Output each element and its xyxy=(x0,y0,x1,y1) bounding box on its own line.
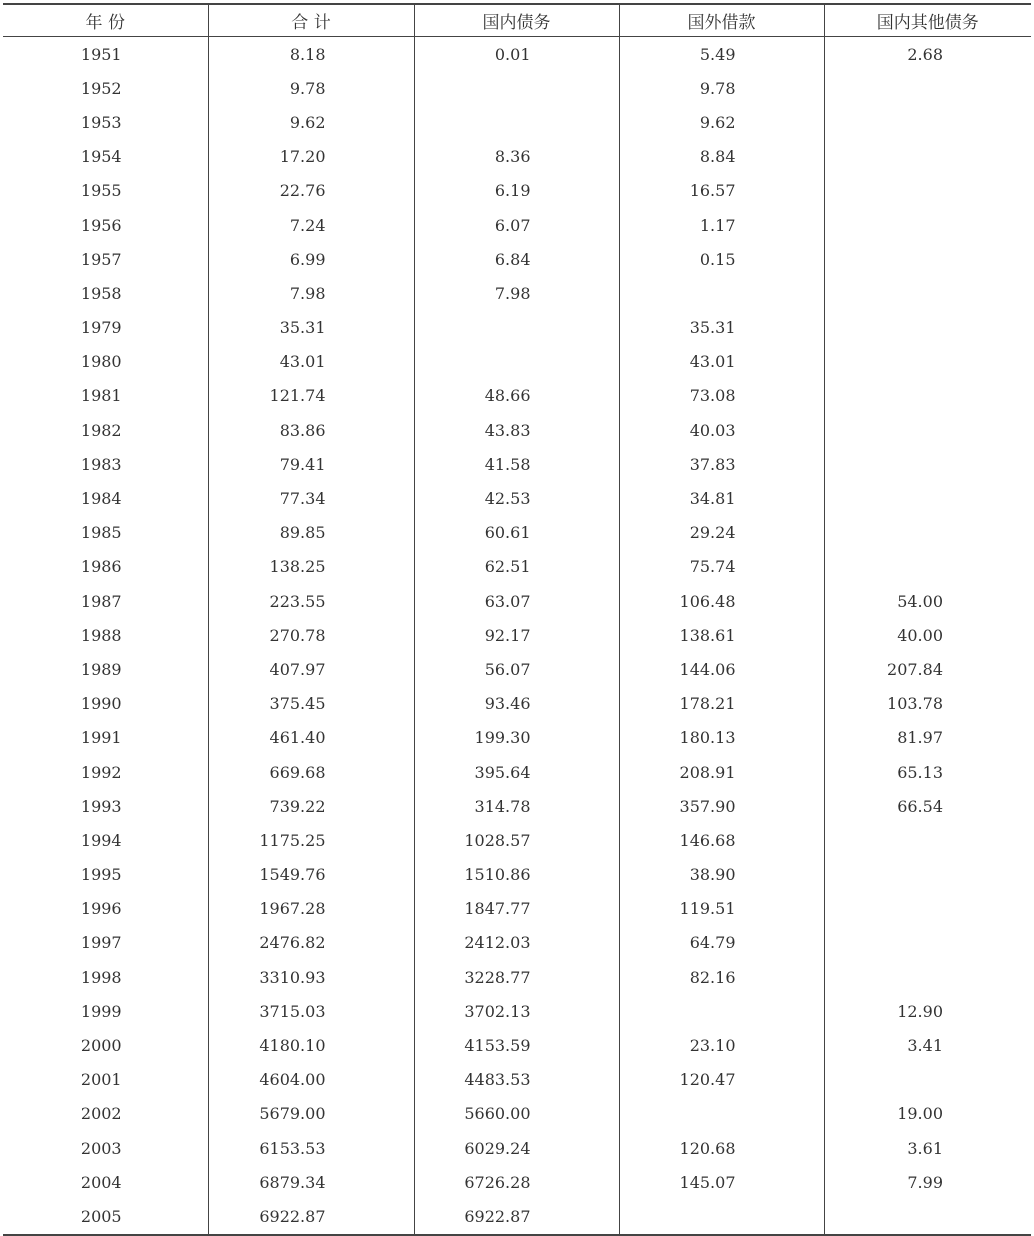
cell-total: 77.34 xyxy=(208,481,414,515)
cell-other-domestic-debt xyxy=(824,71,1031,105)
cell-year: 1958 xyxy=(80,283,122,303)
cell-domestic-debt: 7.98 xyxy=(414,276,619,310)
cell-total: 8.18 xyxy=(208,37,414,72)
cell-domestic-debt: 6.84 xyxy=(414,242,619,276)
cell-other-domestic-debt xyxy=(824,105,1031,139)
cell-year: 1994 xyxy=(80,830,122,850)
cell-total: 375.45 xyxy=(208,687,414,721)
cell-total: 1175.25 xyxy=(208,823,414,857)
cell-year: 2002 xyxy=(80,1104,122,1124)
cell-domestic-debt: 4153.59 xyxy=(414,1028,619,1062)
cell-foreign-loans: 8.84 xyxy=(619,140,824,174)
cell-foreign-loans: 9.78 xyxy=(619,71,824,105)
cell-domestic-debt: 5660.00 xyxy=(414,1097,619,1131)
cell-domestic-debt: 2412.03 xyxy=(414,926,619,960)
cell-foreign-loans: 73.08 xyxy=(619,379,824,413)
cell-foreign-loans: 146.68 xyxy=(619,823,824,857)
cell-other-domestic-debt: 66.54 xyxy=(824,789,1031,823)
header-domestic-debt xyxy=(414,4,619,37)
header-row xyxy=(3,4,1031,37)
cell-year: 2003 xyxy=(80,1138,122,1158)
cell-domestic-debt: 48.66 xyxy=(414,379,619,413)
cell-other-domestic-debt: 103.78 xyxy=(824,687,1031,721)
cell-total: 2476.82 xyxy=(208,926,414,960)
cell-domestic-debt: 0.01 xyxy=(414,37,619,72)
table-row xyxy=(3,550,1031,584)
cell-year: 1980 xyxy=(80,352,122,372)
cell-domestic-debt xyxy=(414,345,619,379)
cell-foreign-loans: 40.03 xyxy=(619,413,824,447)
cell-foreign-loans: 35.31 xyxy=(619,311,824,345)
cell-other-domestic-debt: 12.90 xyxy=(824,994,1031,1028)
cell-year: 1990 xyxy=(80,694,122,714)
cell-foreign-loans: 0.15 xyxy=(619,242,824,276)
cell-year: 1998 xyxy=(80,967,122,987)
cell-other-domestic-debt xyxy=(824,858,1031,892)
cell-other-domestic-debt xyxy=(824,242,1031,276)
table-row xyxy=(3,789,1031,823)
cell-other-domestic-debt: 19.00 xyxy=(824,1097,1031,1131)
debt-table-container xyxy=(3,3,1031,1236)
cell-year: 1997 xyxy=(80,933,122,953)
table-row xyxy=(3,960,1031,994)
cell-year: 1983 xyxy=(80,454,122,474)
cell-total: 669.68 xyxy=(208,755,414,789)
cell-other-domestic-debt xyxy=(824,276,1031,310)
cell-domestic-debt: 6.07 xyxy=(414,208,619,242)
cell-domestic-debt: 3702.13 xyxy=(414,994,619,1028)
cell-foreign-loans: 144.06 xyxy=(619,652,824,686)
cell-domestic-debt: 1510.86 xyxy=(414,858,619,892)
cell-foreign-loans: 145.07 xyxy=(619,1165,824,1199)
cell-other-domestic-debt: 40.00 xyxy=(824,618,1031,652)
table-row xyxy=(3,345,1031,379)
cell-domestic-debt xyxy=(414,105,619,139)
cell-other-domestic-debt xyxy=(824,413,1031,447)
table-header xyxy=(3,4,1031,37)
cell-other-domestic-debt xyxy=(824,892,1031,926)
cell-foreign-loans: 9.62 xyxy=(619,105,824,139)
cell-other-domestic-debt xyxy=(824,208,1031,242)
cell-total: 7.98 xyxy=(208,276,414,310)
cell-other-domestic-debt xyxy=(824,926,1031,960)
cell-other-domestic-debt xyxy=(824,447,1031,481)
cell-total: 9.62 xyxy=(208,105,414,139)
table-row xyxy=(3,174,1031,208)
cell-total: 89.85 xyxy=(208,516,414,550)
cell-foreign-loans xyxy=(619,1097,824,1131)
cell-total: 7.24 xyxy=(208,208,414,242)
cell-total: 22.76 xyxy=(208,174,414,208)
header-other-domestic-debt-label: 国内其他债务 xyxy=(876,13,979,33)
table-row xyxy=(3,823,1031,857)
cell-total: 6922.87 xyxy=(208,1199,414,1234)
table-row xyxy=(3,276,1031,310)
cell-domestic-debt: 8.36 xyxy=(414,140,619,174)
table-row xyxy=(3,721,1031,755)
table-row xyxy=(3,37,1031,72)
header-domestic-debt-label: 国内债务 xyxy=(482,13,551,33)
cell-foreign-loans: 120.68 xyxy=(619,1131,824,1165)
cell-domestic-debt: 6922.87 xyxy=(414,1199,619,1234)
table-row xyxy=(3,71,1031,105)
cell-total: 35.31 xyxy=(208,311,414,345)
cell-domestic-debt: 6029.24 xyxy=(414,1131,619,1165)
cell-other-domestic-debt xyxy=(824,823,1031,857)
cell-foreign-loans: 138.61 xyxy=(619,618,824,652)
table-row xyxy=(3,1199,1031,1234)
cell-domestic-debt xyxy=(414,311,619,345)
table-row xyxy=(3,481,1031,515)
cell-total: 43.01 xyxy=(208,345,414,379)
cell-foreign-loans: 1.17 xyxy=(619,208,824,242)
cell-total: 223.55 xyxy=(208,584,414,618)
cell-domestic-debt xyxy=(414,71,619,105)
cell-total: 739.22 xyxy=(208,789,414,823)
table-row xyxy=(3,242,1031,276)
table-row xyxy=(3,1131,1031,1165)
cell-domestic-debt: 63.07 xyxy=(414,584,619,618)
header-year xyxy=(3,4,208,37)
cell-total: 6.99 xyxy=(208,242,414,276)
table-row xyxy=(3,584,1031,618)
cell-year: 1953 xyxy=(80,112,122,132)
cell-domestic-debt: 41.58 xyxy=(414,447,619,481)
cell-domestic-debt: 42.53 xyxy=(414,481,619,515)
cell-total: 3310.93 xyxy=(208,960,414,994)
cell-domestic-debt: 6726.28 xyxy=(414,1165,619,1199)
cell-year: 1985 xyxy=(80,523,122,543)
cell-year: 1999 xyxy=(80,1001,122,1021)
cell-domestic-debt: 199.30 xyxy=(414,721,619,755)
table-row xyxy=(3,140,1031,174)
cell-domestic-debt: 60.61 xyxy=(414,516,619,550)
cell-other-domestic-debt xyxy=(824,345,1031,379)
cell-year: 1993 xyxy=(80,796,122,816)
table-row xyxy=(3,858,1031,892)
cell-total: 1967.28 xyxy=(208,892,414,926)
cell-total: 9.78 xyxy=(208,71,414,105)
header-other-domestic-debt xyxy=(824,4,1031,37)
table-row xyxy=(3,755,1031,789)
cell-foreign-loans: 180.13 xyxy=(619,721,824,755)
header-total xyxy=(208,4,414,37)
cell-foreign-loans: 64.79 xyxy=(619,926,824,960)
cell-domestic-debt: 93.46 xyxy=(414,687,619,721)
cell-total: 407.97 xyxy=(208,652,414,686)
cell-foreign-loans xyxy=(619,1199,824,1234)
cell-year: 1956 xyxy=(80,215,122,235)
cell-foreign-loans: 29.24 xyxy=(619,516,824,550)
table-row xyxy=(3,618,1031,652)
cell-foreign-loans: 357.90 xyxy=(619,789,824,823)
cell-year: 1987 xyxy=(80,591,122,611)
cell-year: 1989 xyxy=(80,659,122,679)
cell-year: 1982 xyxy=(80,420,122,440)
cell-foreign-loans: 82.16 xyxy=(619,960,824,994)
cell-other-domestic-debt xyxy=(824,140,1031,174)
table-row xyxy=(3,1097,1031,1131)
cell-year: 1951 xyxy=(80,44,122,64)
cell-foreign-loans: 208.91 xyxy=(619,755,824,789)
cell-year: 1992 xyxy=(80,762,122,782)
cell-foreign-loans: 119.51 xyxy=(619,892,824,926)
table-row xyxy=(3,516,1031,550)
cell-domestic-debt: 395.64 xyxy=(414,755,619,789)
cell-year: 2000 xyxy=(80,1036,122,1056)
table-row xyxy=(3,687,1031,721)
table-row xyxy=(3,447,1031,481)
cell-total: 461.40 xyxy=(208,721,414,755)
cell-year: 1952 xyxy=(80,78,122,98)
cell-domestic-debt: 3228.77 xyxy=(414,960,619,994)
table-row xyxy=(3,208,1031,242)
cell-foreign-loans xyxy=(619,994,824,1028)
cell-other-domestic-debt xyxy=(824,1199,1031,1234)
cell-total: 3715.03 xyxy=(208,994,414,1028)
cell-other-domestic-debt: 54.00 xyxy=(824,584,1031,618)
cell-foreign-loans: 106.48 xyxy=(619,584,824,618)
table-row xyxy=(3,413,1031,447)
cell-domestic-debt: 56.07 xyxy=(414,652,619,686)
cell-total: 4604.00 xyxy=(208,1063,414,1097)
cell-other-domestic-debt: 3.41 xyxy=(824,1028,1031,1062)
cell-other-domestic-debt xyxy=(824,516,1031,550)
table-row xyxy=(3,926,1031,960)
cell-other-domestic-debt xyxy=(824,481,1031,515)
cell-total: 270.78 xyxy=(208,618,414,652)
header-foreign-loans-label: 国外借款 xyxy=(687,13,756,33)
table-row xyxy=(3,1063,1031,1097)
debt-table xyxy=(3,3,1031,1236)
cell-total: 83.86 xyxy=(208,413,414,447)
table-row xyxy=(3,1028,1031,1062)
cell-domestic-debt: 1028.57 xyxy=(414,823,619,857)
cell-foreign-loans: 43.01 xyxy=(619,345,824,379)
cell-domestic-debt: 43.83 xyxy=(414,413,619,447)
cell-other-domestic-debt: 3.61 xyxy=(824,1131,1031,1165)
table-body xyxy=(3,37,1031,1235)
cell-total: 1549.76 xyxy=(208,858,414,892)
cell-other-domestic-debt: 207.84 xyxy=(824,652,1031,686)
cell-foreign-loans: 75.74 xyxy=(619,550,824,584)
cell-year: 1991 xyxy=(80,728,122,748)
cell-other-domestic-debt: 65.13 xyxy=(824,755,1031,789)
cell-foreign-loans: 16.57 xyxy=(619,174,824,208)
cell-foreign-loans: 34.81 xyxy=(619,481,824,515)
header-total-label: 合 计 xyxy=(291,13,331,33)
cell-total: 79.41 xyxy=(208,447,414,481)
cell-total: 5679.00 xyxy=(208,1097,414,1131)
header-foreign-loans xyxy=(619,4,824,37)
cell-year: 1954 xyxy=(80,147,122,167)
cell-other-domestic-debt: 81.97 xyxy=(824,721,1031,755)
cell-other-domestic-debt xyxy=(824,550,1031,584)
table-row xyxy=(3,994,1031,1028)
cell-total: 17.20 xyxy=(208,140,414,174)
cell-other-domestic-debt xyxy=(824,1063,1031,1097)
cell-domestic-debt: 92.17 xyxy=(414,618,619,652)
cell-foreign-loans: 38.90 xyxy=(619,858,824,892)
cell-total: 121.74 xyxy=(208,379,414,413)
cell-foreign-loans: 178.21 xyxy=(619,687,824,721)
cell-foreign-loans: 37.83 xyxy=(619,447,824,481)
table-row xyxy=(3,105,1031,139)
cell-foreign-loans: 23.10 xyxy=(619,1028,824,1062)
cell-other-domestic-debt: 7.99 xyxy=(824,1165,1031,1199)
cell-total: 6879.34 xyxy=(208,1165,414,1199)
cell-foreign-loans: 5.49 xyxy=(619,37,824,72)
cell-foreign-loans xyxy=(619,276,824,310)
cell-year: 1981 xyxy=(80,386,122,406)
cell-foreign-loans: 120.47 xyxy=(619,1063,824,1097)
table-row xyxy=(3,311,1031,345)
cell-year: 1995 xyxy=(80,865,122,885)
cell-other-domestic-debt xyxy=(824,311,1031,345)
cell-domestic-debt: 6.19 xyxy=(414,174,619,208)
cell-other-domestic-debt xyxy=(824,379,1031,413)
cell-total: 6153.53 xyxy=(208,1131,414,1165)
cell-domestic-debt: 4483.53 xyxy=(414,1063,619,1097)
cell-year: 1984 xyxy=(80,489,122,509)
table-row xyxy=(3,892,1031,926)
cell-year: 1979 xyxy=(80,318,122,338)
cell-total: 4180.10 xyxy=(208,1028,414,1062)
cell-year: 2005 xyxy=(3,1199,208,1234)
cell-other-domestic-debt xyxy=(824,960,1031,994)
cell-year: 2004 xyxy=(80,1172,122,1192)
cell-year: 1988 xyxy=(80,625,122,645)
cell-domestic-debt: 62.51 xyxy=(414,550,619,584)
table-row xyxy=(3,652,1031,686)
cell-year: 1986 xyxy=(80,557,122,577)
cell-year: 1957 xyxy=(80,249,122,269)
table-row xyxy=(3,379,1031,413)
header-year-label: 年 份 xyxy=(85,13,125,33)
cell-other-domestic-debt xyxy=(824,174,1031,208)
cell-total: 138.25 xyxy=(208,550,414,584)
cell-year: 2001 xyxy=(80,1070,122,1090)
cell-year: 1996 xyxy=(80,899,122,919)
cell-domestic-debt: 1847.77 xyxy=(414,892,619,926)
cell-other-domestic-debt: 2.68 xyxy=(824,37,1031,72)
cell-domestic-debt: 314.78 xyxy=(414,789,619,823)
cell-year: 1955 xyxy=(80,181,122,201)
table-row xyxy=(3,1165,1031,1199)
